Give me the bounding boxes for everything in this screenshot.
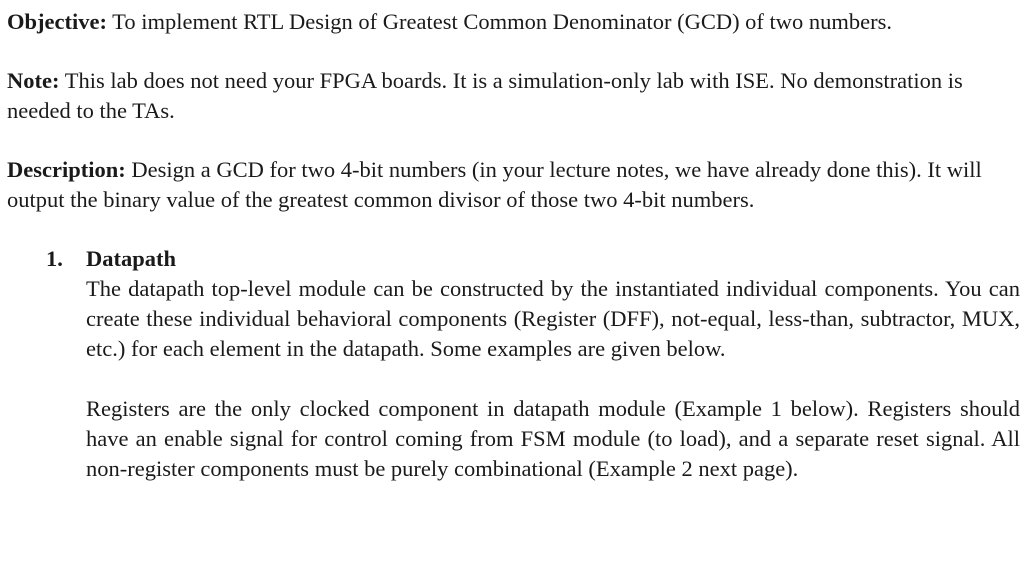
note-text: This lab does not need your FPGA boards. It is a simulation-only lab with ISE. No demonstration is needed to the TAs. — [7, 68, 963, 123]
description-paragraph — [7, 155, 1013, 215]
objective-paragraph — [7, 7, 1013, 37]
note-paragraph — [7, 66, 1013, 126]
list-item-datapath — [7, 244, 1020, 484]
description-label: Description: — [7, 157, 126, 182]
section-paragraph-1: The datapath top-level module can be constructed by the instantiated individual components. You can create these individual behavioral components (Register (DFF), not-equal, less-than, subtractor, MUX, etc.) for each element in the datapath. Some examples are given below. — [86, 276, 1020, 361]
objective-label: Objective: — [7, 9, 107, 34]
list-item-number: 1. — [46, 246, 63, 271]
section-paragraph-2: Registers are the only clocked component in datapath module (Example 1 below). Registers should have an enable signal for control coming from FSM module (to load), and a separate reset signal. All non-register components must be purely combinational (Example 2 next page). — [86, 396, 1020, 481]
description-text: Design a GCD for two 4-bit numbers (in your lecture notes, we have already done this). It will output the binary value of the greatest common divisor of those two 4-bit numbers. — [7, 157, 982, 212]
objective-text: To implement RTL Design of Greatest Common Denominator (GCD) of two numbers. — [106, 9, 893, 34]
section-title: Datapath — [86, 246, 177, 271]
numbered-list — [7, 244, 1020, 484]
document-page — [7, 7, 1020, 484]
note-label: Note: — [7, 68, 60, 93]
